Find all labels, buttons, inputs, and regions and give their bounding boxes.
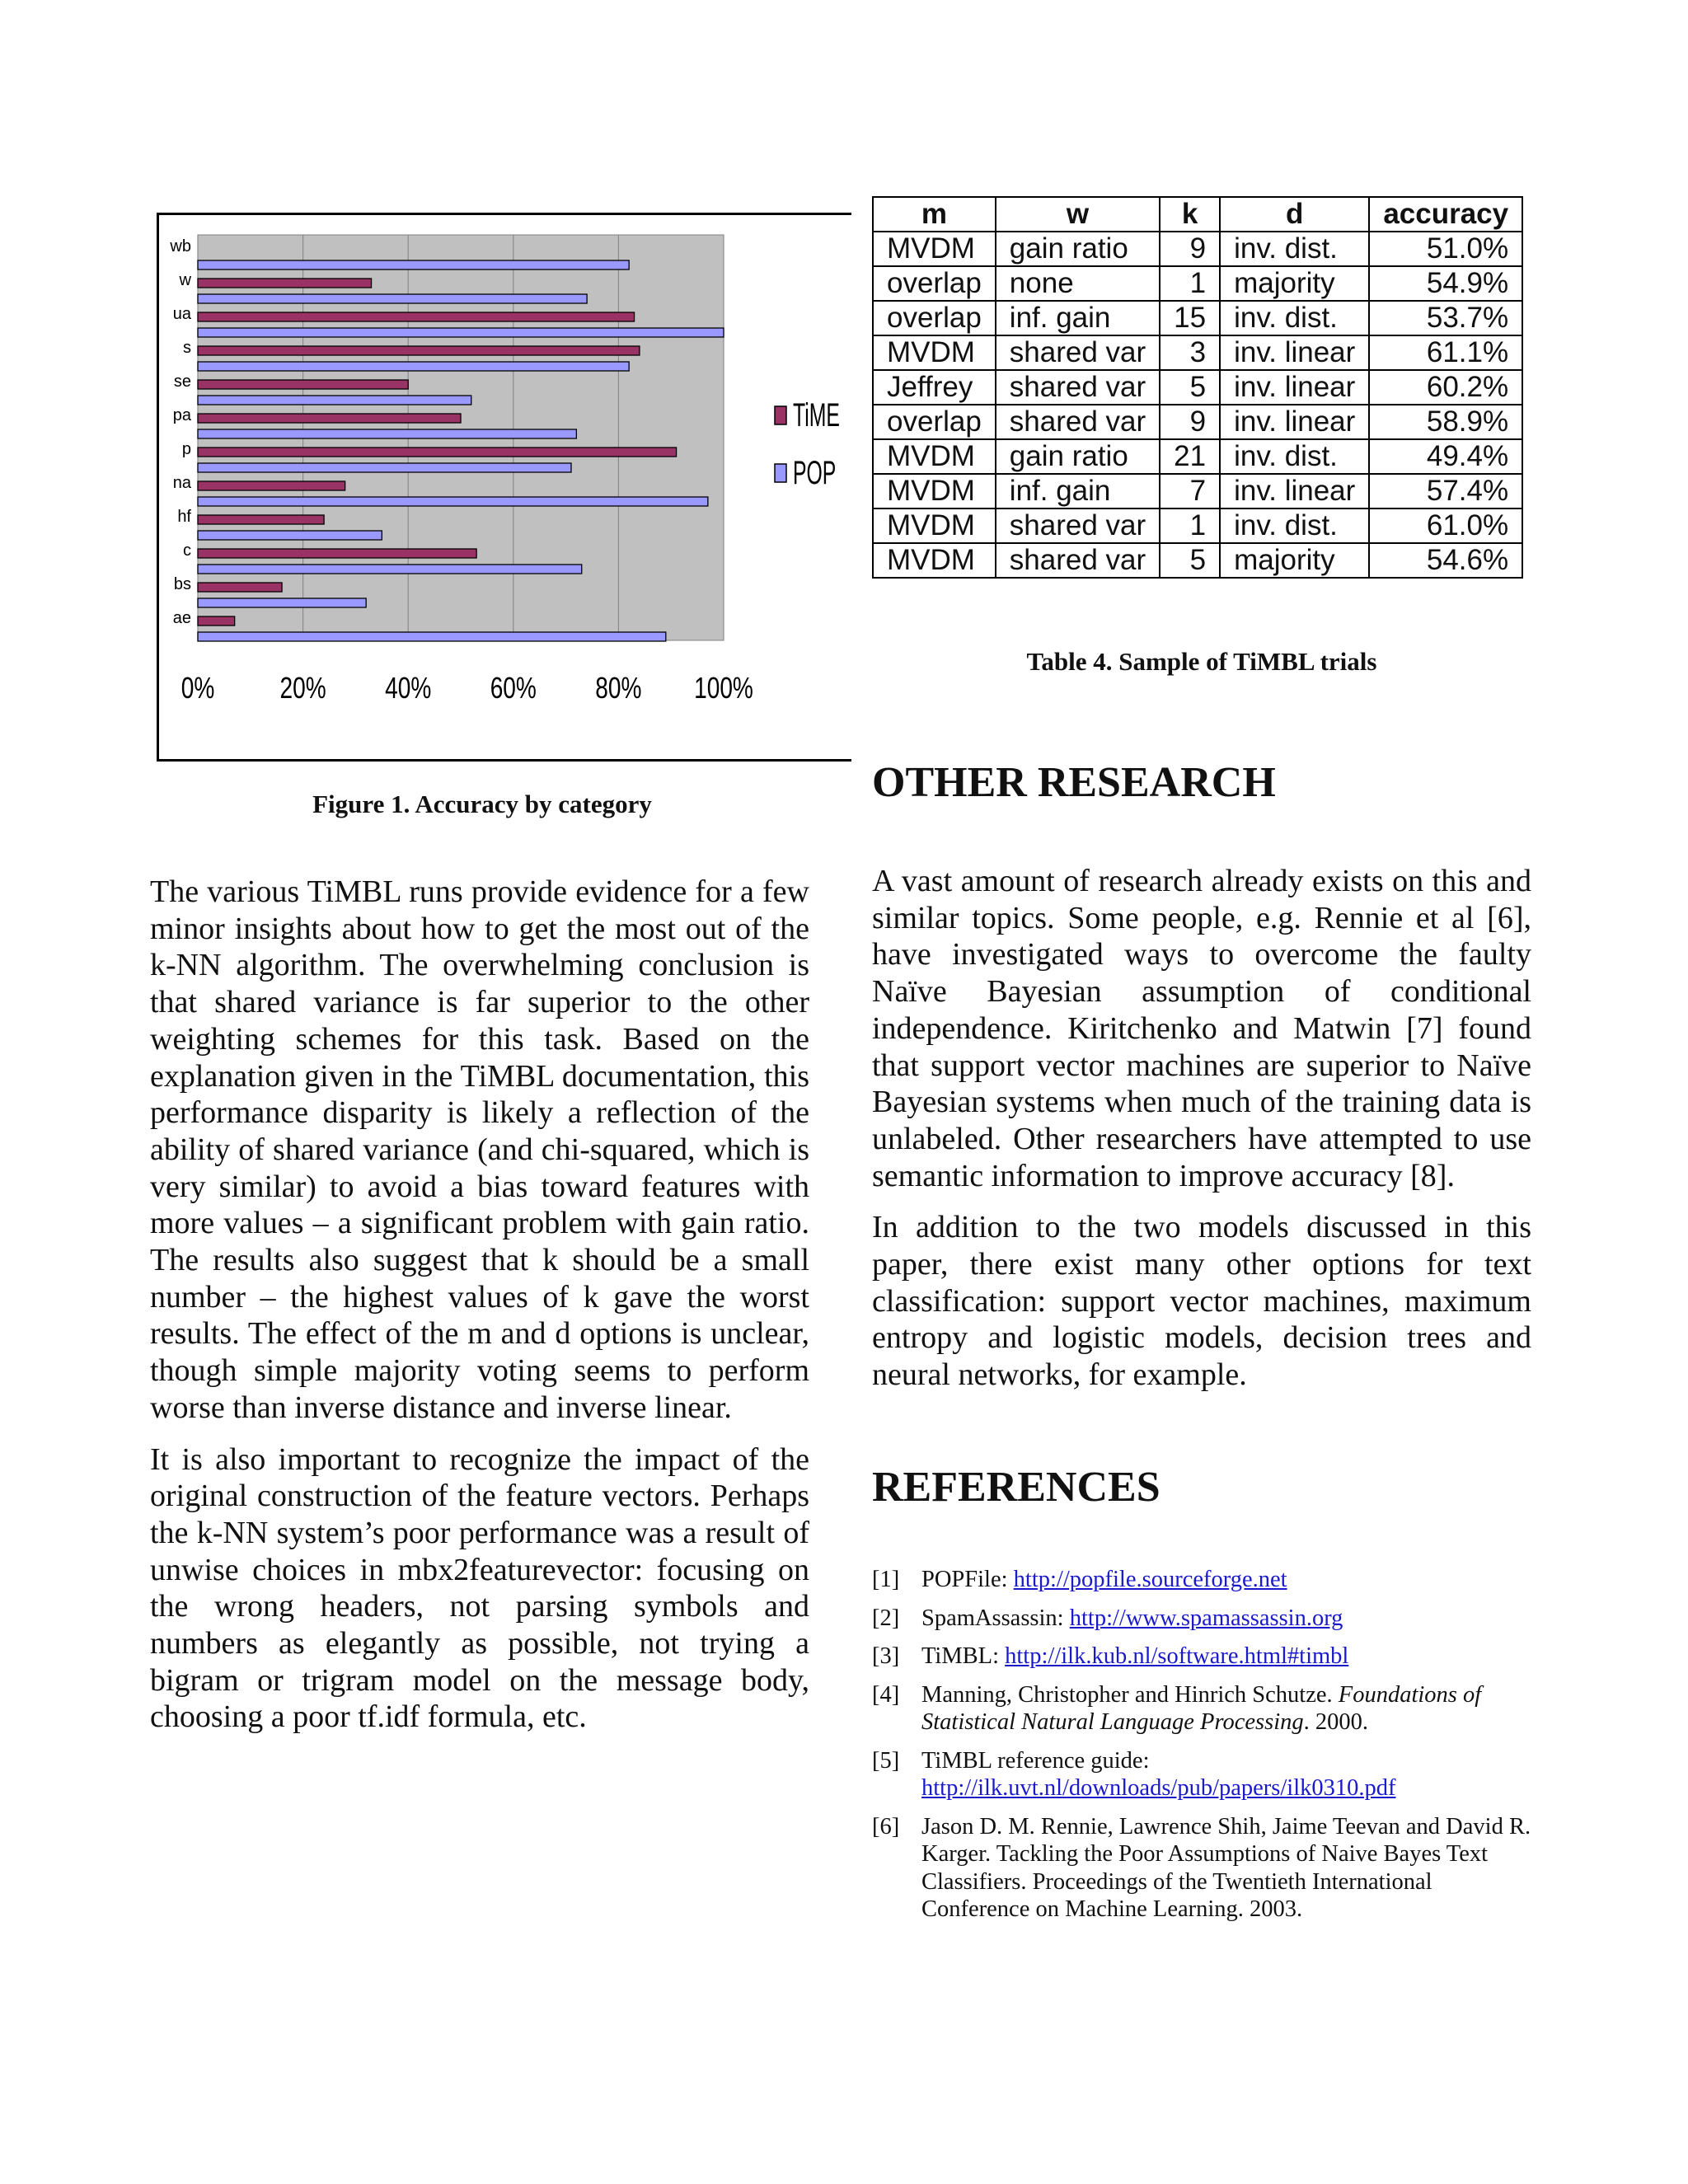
reference-text: TiMBL: http://ilk.kub.nl/software.html#timbl xyxy=(921,1643,1349,1669)
table-cell: MVDM xyxy=(873,474,996,509)
table-cell: 49.4% xyxy=(1369,439,1522,474)
table-cell: majority xyxy=(1220,543,1369,578)
table-cell: 7 xyxy=(1160,474,1220,509)
table-cell: shared var xyxy=(996,370,1160,405)
table-cell: shared var xyxy=(996,543,1160,578)
table-cell: inv. linear xyxy=(1220,370,1369,405)
legend-swatch xyxy=(775,406,786,424)
reference-number: [5] xyxy=(872,1747,900,1774)
reference-item xyxy=(872,1605,1531,1633)
reference-title: Foundations of Statistical Natural Language Processing xyxy=(921,1681,1482,1735)
bar-time xyxy=(198,346,640,355)
accuracy-bar-chart xyxy=(157,213,849,757)
reference-number: [2] xyxy=(872,1605,900,1631)
table-row xyxy=(873,543,1522,578)
bar-pop xyxy=(198,429,576,438)
bar-pop xyxy=(198,260,629,269)
bar-pop xyxy=(198,396,471,405)
reference-item xyxy=(872,1566,1531,1594)
reference-text: TiMBL reference guide: http://ilk.uvt.nl/downloads/pub/papers/ilk0310.pdf xyxy=(921,1747,1396,1801)
y-category-label: se xyxy=(173,373,191,391)
table-row xyxy=(873,335,1522,370)
reference-link[interactable]: http://ilk.uvt.nl/downloads/pub/papers/ilk0310.pdf xyxy=(921,1775,1396,1801)
table-cell: 15 xyxy=(1160,301,1220,335)
bar-pop xyxy=(198,294,587,303)
table-cell: MVDM xyxy=(873,509,996,543)
legend-swatch xyxy=(775,464,786,482)
x-tick-label: 0% xyxy=(181,671,215,705)
bar-time xyxy=(198,414,461,423)
paragraph: It is also important to recognize the impact of the original construction of the feature vectors. Perhaps the k-NN system’s poor performance was a result of unwise choices in mbx2featurevector: focusing on the wrong headers, not parsing symbols and numbers as elegantly as possible, not trying a bigram or trigram model on the message body, choosing a poor tf.idf formula, etc. xyxy=(150,1441,809,1735)
paragraph: In addition to the two models discussed in this paper, there exist many other options for text classification: support vector machines, maximum entropy and logistic models, decision trees and neural networks, for example. xyxy=(872,1210,1531,1393)
table-cell: inv. dist. xyxy=(1220,301,1369,335)
table-cell: MVDM xyxy=(873,232,996,266)
y-category-label: na xyxy=(172,474,191,492)
table-cell: 54.6% xyxy=(1369,543,1522,578)
legend-label: TiME xyxy=(793,397,840,434)
table-cell: 5 xyxy=(1160,370,1220,405)
table-cell: gain ratio xyxy=(996,232,1160,266)
reference-item xyxy=(872,1681,1531,1736)
y-category-label: p xyxy=(181,440,191,458)
y-category-label: pa xyxy=(172,406,191,424)
x-tick-label: 60% xyxy=(490,671,537,705)
table-cell: shared var xyxy=(996,335,1160,370)
reference-link[interactable]: http://www.spamassassin.org xyxy=(1069,1605,1343,1631)
y-category-label: hf xyxy=(177,508,191,526)
x-tick-label: 80% xyxy=(595,671,642,705)
bar-pop xyxy=(198,463,571,472)
table-cell: 9 xyxy=(1160,232,1220,266)
table-row xyxy=(873,439,1522,474)
table-row xyxy=(873,405,1522,439)
table-cell: 51.0% xyxy=(1369,232,1522,266)
paragraph: The various TiMBL runs provide evidence for a few minor insights about how to get the most out of the k-NN algorithm. The overwhelming conclusion is that shared variance is far superior to the other weighting schemes for this task. Based on the explanation given in the TiMBL documentation, this performance disparity is likely a reflection of the ability of shared variance (and chi-squared, which is very similar) to avoid a bias toward features with more values – a significant problem with gain ratio. The results also suggest that k should be a small number – the highest values of k gave the worst results. The effect of the m and d options is unclear, though simple majority voting seems to perform worse than inverse distance and inverse linear. xyxy=(150,874,809,1425)
table-cell: inv. dist. xyxy=(1220,232,1369,266)
table-row xyxy=(873,301,1522,335)
table-cell: 3 xyxy=(1160,335,1220,370)
table-cell: 9 xyxy=(1160,405,1220,439)
reference-item xyxy=(872,1813,1531,1924)
bar-time xyxy=(198,481,345,490)
table-cell: overlap xyxy=(873,301,996,335)
bar-pop xyxy=(198,362,629,371)
table-cell: inv. dist. xyxy=(1220,439,1369,474)
legend-label: POP xyxy=(793,455,837,492)
table-cell: inf. gain xyxy=(996,301,1160,335)
bar-time xyxy=(198,279,372,288)
table-cell: 53.7% xyxy=(1369,301,1522,335)
section-heading-references: REFERENCES xyxy=(872,1464,1160,1511)
table-cell: 21 xyxy=(1160,439,1220,474)
table-cell: 54.9% xyxy=(1369,266,1522,301)
table-cell: majority xyxy=(1220,266,1369,301)
table-cell: gain ratio xyxy=(996,439,1160,474)
y-category-label: ae xyxy=(172,609,191,627)
table-row xyxy=(873,474,1522,509)
reference-list xyxy=(872,1566,1531,1934)
y-category-label: s xyxy=(183,339,191,357)
bar-pop xyxy=(198,632,666,641)
column-header: accuracy xyxy=(1369,197,1522,232)
table-cell: 1 xyxy=(1160,509,1220,543)
reference-number: [4] xyxy=(872,1681,900,1708)
x-tick-label: 100% xyxy=(694,671,753,705)
column-header: d xyxy=(1220,197,1369,232)
reference-item xyxy=(872,1747,1531,1802)
reference-text: SpamAssassin: http://www.spamassassin.org xyxy=(921,1605,1343,1631)
table-row xyxy=(873,266,1522,301)
bar-time xyxy=(198,380,408,389)
table-cell: 57.4% xyxy=(1369,474,1522,509)
table-cell: 5 xyxy=(1160,543,1220,578)
reference-text: Manning, Christopher and Hinrich Schutze. Foundations of Statistical Natural Language Processing. 2000. xyxy=(921,1681,1482,1735)
y-category-label: c xyxy=(183,541,191,560)
table-cell: inf. gain xyxy=(996,474,1160,509)
table-cell: MVDM xyxy=(873,543,996,578)
reference-item xyxy=(872,1643,1531,1671)
table-cell: Jeffrey xyxy=(873,370,996,405)
table-row xyxy=(873,509,1522,543)
column-header: w xyxy=(996,197,1160,232)
section-heading-other-research: OTHER RESEARCH xyxy=(872,759,1276,806)
table-header-row xyxy=(873,197,1522,232)
table-cell: MVDM xyxy=(873,335,996,370)
table-cell: inv. dist. xyxy=(1220,509,1369,543)
x-tick-label: 40% xyxy=(385,671,432,705)
table-cell: 58.9% xyxy=(1369,405,1522,439)
bar-time xyxy=(198,448,677,457)
bar-pop xyxy=(198,598,366,607)
bar-time xyxy=(198,515,324,524)
bar-pop xyxy=(198,497,708,506)
timbl-trials-table xyxy=(872,196,1523,579)
table-cell: none xyxy=(996,266,1160,301)
other-research-text xyxy=(872,863,1531,1408)
column-header: m xyxy=(873,197,996,232)
table-cell: 60.2% xyxy=(1369,370,1522,405)
table-cell: inv. linear xyxy=(1220,335,1369,370)
reference-text: Jason D. M. Rennie, Lawrence Shih, Jaime Teevan and David R. Karger. Tackling the Poor Assumptions of Naive Bayes Text Classifiers. Proceedings of the Twentieth International Conference on Machine Learning. 2003. xyxy=(921,1813,1531,1922)
reference-number: [1] xyxy=(872,1567,900,1592)
reference-number: [6] xyxy=(872,1813,900,1840)
reference-text: POPFile: http://popfile.sourceforge.net xyxy=(921,1567,1287,1592)
table-cell: overlap xyxy=(873,266,996,301)
left-column xyxy=(150,874,809,1750)
table-cell: overlap xyxy=(873,405,996,439)
table-row xyxy=(873,232,1522,266)
table-cell: shared var xyxy=(996,405,1160,439)
y-category-label: w xyxy=(179,271,191,289)
table-cell: 1 xyxy=(1160,266,1220,301)
table-cell: inv. linear xyxy=(1220,474,1369,509)
table-cell: MVDM xyxy=(873,439,996,474)
table-cell: 61.0% xyxy=(1369,509,1522,543)
table-cell: 61.1% xyxy=(1369,335,1522,370)
bar-time xyxy=(198,583,282,592)
y-category-label: ua xyxy=(172,305,191,323)
paragraph: A vast amount of research already exists on this and similar topics. Some people, e.g. Rennie et al [6], have investigated ways to overcome the faulty Naïve Bayesian assumption of conditional independence. Kiritchenko and Matwin [7] found that support vector machines are superior to Naïve Bayesian systems when much of the training data is unlabeled. Other researchers have attempted to use semantic information to improve accuracy [8]. xyxy=(872,864,1531,1193)
column-header: k xyxy=(1160,197,1220,232)
reference-link[interactable]: http://ilk.kub.nl/software.html#timbl xyxy=(1005,1643,1349,1669)
bar-pop xyxy=(198,328,724,337)
table-row xyxy=(873,370,1522,405)
x-tick-label: 20% xyxy=(279,671,326,705)
bar-time xyxy=(198,549,476,558)
bar-time xyxy=(198,312,635,321)
bar-pop xyxy=(198,565,582,574)
table-caption: Table 4. Sample of TiMBL trials xyxy=(1026,647,1377,676)
bar-pop xyxy=(198,531,382,540)
y-category-label: wb xyxy=(170,237,191,255)
table-cell: inv. linear xyxy=(1220,405,1369,439)
figure-caption: Figure 1. Accuracy by category xyxy=(312,790,652,818)
reference-number: [3] xyxy=(872,1643,900,1669)
bar-time xyxy=(198,616,235,626)
table-cell: shared var xyxy=(996,509,1160,543)
y-category-label: bs xyxy=(173,575,191,593)
reference-link[interactable]: http://popfile.sourceforge.net xyxy=(1013,1567,1287,1592)
